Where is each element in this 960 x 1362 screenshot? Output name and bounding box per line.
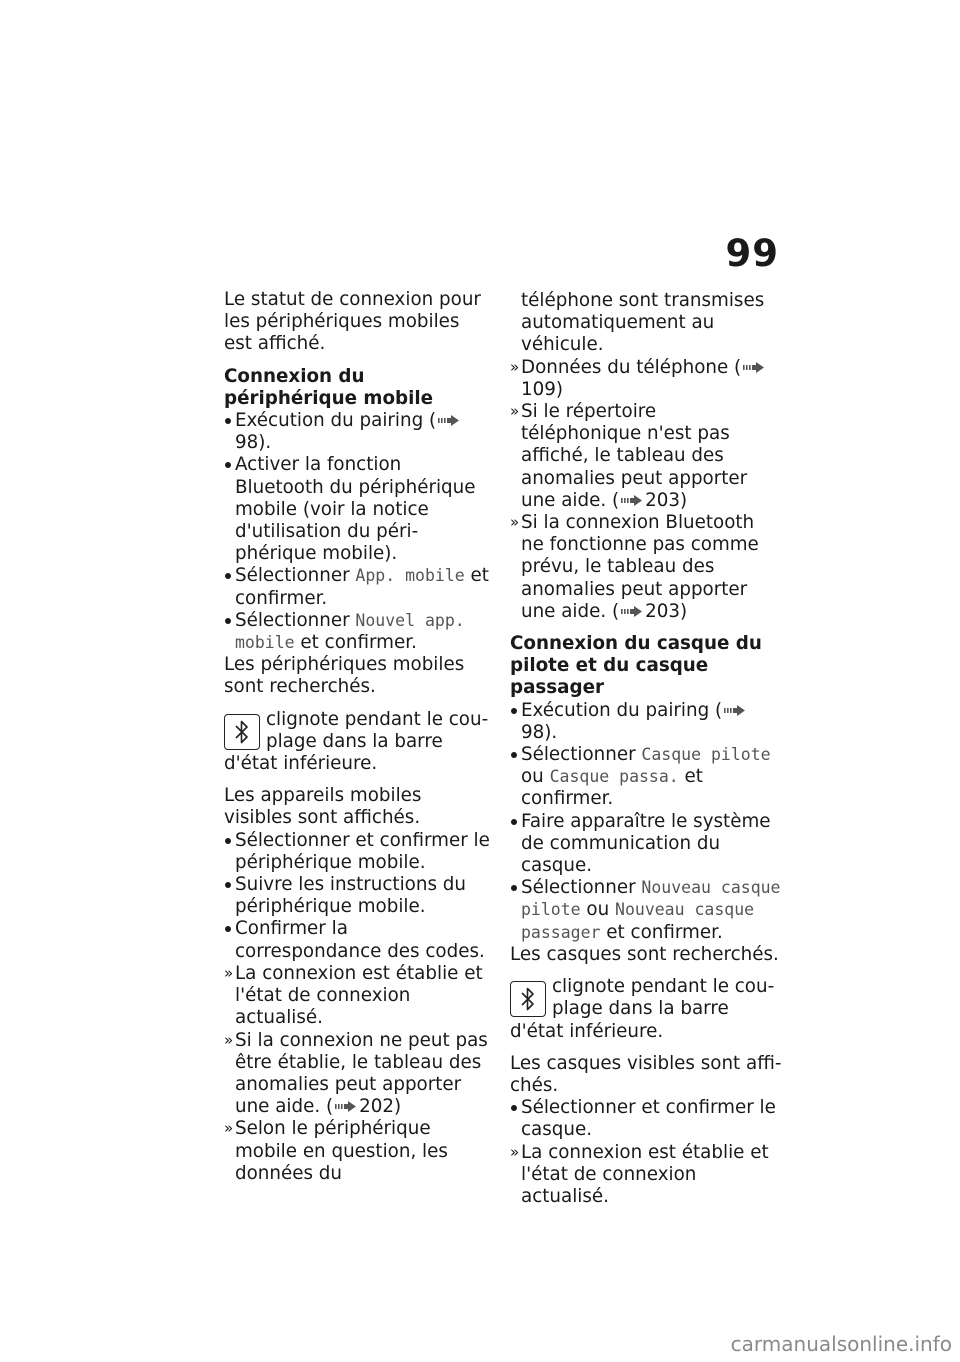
result-marker-icon: » <box>224 1119 234 1138</box>
step-item: Sélectionner et confirmer le casque. <box>521 1097 776 1141</box>
result-item: » La connexion est établie et l'état de connexion actualisé. <box>224 962 483 1029</box>
page-reference[interactable]: 98 <box>521 721 545 743</box>
bluetooth-note-text: clignote pendant le couplage dans la barre d'état inférieure. <box>224 708 489 775</box>
bluetooth-note-text: clignote pendant le couplage dans la barre d'état inférieure. <box>510 976 775 1042</box>
result-item: » Données du téléphone (109) <box>510 357 782 401</box>
step-item: Sélectionner Casque pilote ou Casque passa. et confirmer. <box>521 744 771 810</box>
step-item: Sélectionner Nouveau casque pilote ou Nouveau casque passager et confirmer. <box>521 877 781 943</box>
page-reference[interactable]: 203 <box>645 600 681 622</box>
result-marker-icon: » <box>224 1030 234 1049</box>
reference-arrow-icon <box>621 495 643 506</box>
visible-text: Les casques visibles sont affichés. <box>510 1052 782 1096</box>
watermark: carmanualsonline.info <box>730 1332 952 1356</box>
result-item: » Si la connexion ne peut pas être établie, le tableau des anomalies peut apporter une aide. ( 202) <box>224 1029 488 1118</box>
menu-item-code: Casque passa. <box>549 767 679 787</box>
intro-text: Le statut de connexion pour les périphériques mobiles est affiché. <box>224 289 481 355</box>
page-reference[interactable]: 98 <box>235 432 259 454</box>
bluetooth-note <box>510 976 782 1043</box>
menu-item-code: Nouvel app. mobile <box>235 610 465 653</box>
page-number: 99 <box>725 232 779 275</box>
result-marker-icon: » <box>510 357 520 376</box>
step-item: Sélectionner Nouvel app. mobile et confirmer. <box>235 609 465 654</box>
bluetooth-icon <box>224 714 260 750</box>
reference-arrow-icon <box>724 705 746 716</box>
step-item: Sélectionner App. mobile et confirmer. <box>235 565 489 609</box>
menu-item-code: App. mobile <box>355 566 465 586</box>
result-item: » Si la connexion Bluetooth ne fonctionne pas comme prévu, le tableau des anomalies peut apporter une aide. ( 203) <box>510 512 759 622</box>
reference-arrow-icon <box>743 362 765 373</box>
visible-text: Les appareils mobiles visibles sont affichés. <box>224 785 422 829</box>
section-heading-mobile: Connexion du périphérique mobile <box>224 365 434 409</box>
searching-text: Les casques sont recherchés. <box>510 943 779 965</box>
page-reference[interactable]: 203 <box>645 489 681 511</box>
page-reference[interactable]: 202 <box>359 1096 395 1118</box>
left-column <box>224 289 492 1185</box>
result-marker-icon: » <box>510 1142 520 1161</box>
step-item: Confirmer la correspondance des codes. <box>235 918 485 962</box>
result-marker-icon: » <box>510 402 520 421</box>
result-marker-icon: » <box>510 513 520 532</box>
step-item: Suivre les instructions du périphérique mobile. <box>235 874 466 918</box>
continued-text: téléphone sont transmises automatiquement au véhicule. <box>521 290 765 356</box>
searching-text: Les périphériques mobiles sont recherchés. <box>224 654 465 698</box>
menu-item-code: Nouveau casque passager <box>521 900 755 942</box>
right-column <box>510 290 782 1208</box>
step-item: Activer la fonction Bluetooth du périphérique mobile (voir la notice d'utilisation du périphérique mobile). <box>235 454 476 565</box>
reference-arrow-icon <box>438 415 460 426</box>
menu-item-code: Nouveau casque pilote <box>521 878 781 920</box>
bluetooth-icon <box>510 981 546 1017</box>
page-reference[interactable]: 109 <box>521 378 556 400</box>
reference-arrow-icon <box>335 1101 357 1112</box>
reference-arrow-icon <box>621 606 643 617</box>
result-item: » La connexion est établie et l'état de connexion actualisé. <box>510 1141 769 1207</box>
step-item: Sélectionner et confirmer le périphérique mobile. <box>235 829 490 873</box>
section-heading-helmet: Connexion du casque du pilote et du casque passager <box>510 633 762 699</box>
result-item: » Si le répertoire téléphonique n'est pas affiché, le tableau des anomalies peut apporter une aide. ( 203) <box>510 401 748 511</box>
result-marker-icon: » <box>224 963 234 982</box>
step-item: Faire apparaître le système de communication du casque. <box>521 810 771 877</box>
step-item: Exécution du pairing (98). <box>510 700 782 744</box>
menu-item-code: Casque pilote <box>641 745 771 765</box>
step-item: Exécution du pairing (98). <box>224 410 492 454</box>
bluetooth-note <box>224 709 492 776</box>
result-item: » Selon le périphérique mobile en question, les données du <box>224 1118 448 1184</box>
